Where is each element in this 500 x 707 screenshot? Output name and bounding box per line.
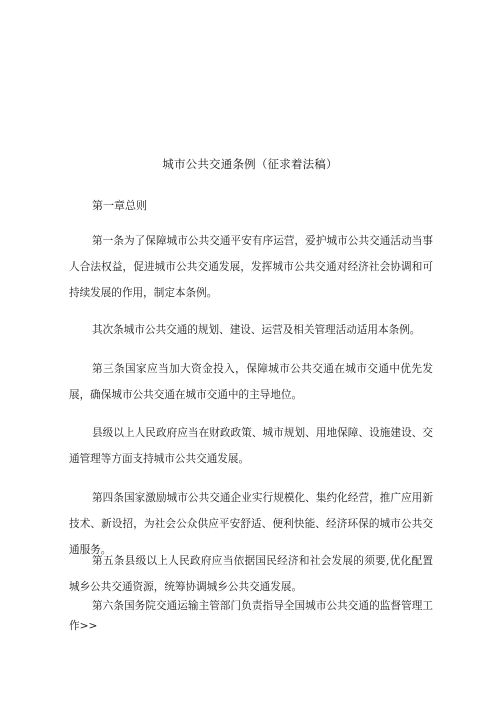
chapter-heading: 第一章总则 <box>92 199 147 212</box>
paragraph-article-3: 第三条国家应当加大资金投入，保障城市公共交通在城市交通中优先发展，确保城市公共交通在城市交通中的主导地位。 <box>69 363 433 401</box>
paragraph-article-5: 第五条县级以上人民政府应当依据国民经济和社会发展的须要,优化配置城乡公共交通资源，统筹协调城乡公共交通发展。 <box>69 555 433 593</box>
paragraph-article-2: 其次条城市公共交通的规划、建设、运营及相关管理活动适用本条例。 <box>92 324 421 336</box>
document-title: 城市公共交通条例（征求着法稿） <box>162 157 338 171</box>
paragraph-article-4: 第四条国家激励城市公共交通企业实行规模化、集约化经营，推广应用新技术、新设招，为社会公众供应平安舒适、便利快能、经济环保的城市公共交通服务。 <box>69 492 433 556</box>
paragraph-article-6: 第六条国务院交通运输主管部门负责指导全国城市公共交通的监督管理工作>> <box>69 600 433 632</box>
paragraph-article-1: 第一条为了保障城市公共交通平安有序运营，爱护城市公共交通活动当事人合法权益，促进城市公共交通发展，发挥城市公共交通对经济社会协调和可持续发展的作用，制定本条例。 <box>69 235 433 299</box>
paragraph-article-3-cont: 县级以上人民政府应当在财政政策、城市规划、用地保障、设施建设、交通管理等方面支持城市公共交通发展。 <box>69 427 433 465</box>
